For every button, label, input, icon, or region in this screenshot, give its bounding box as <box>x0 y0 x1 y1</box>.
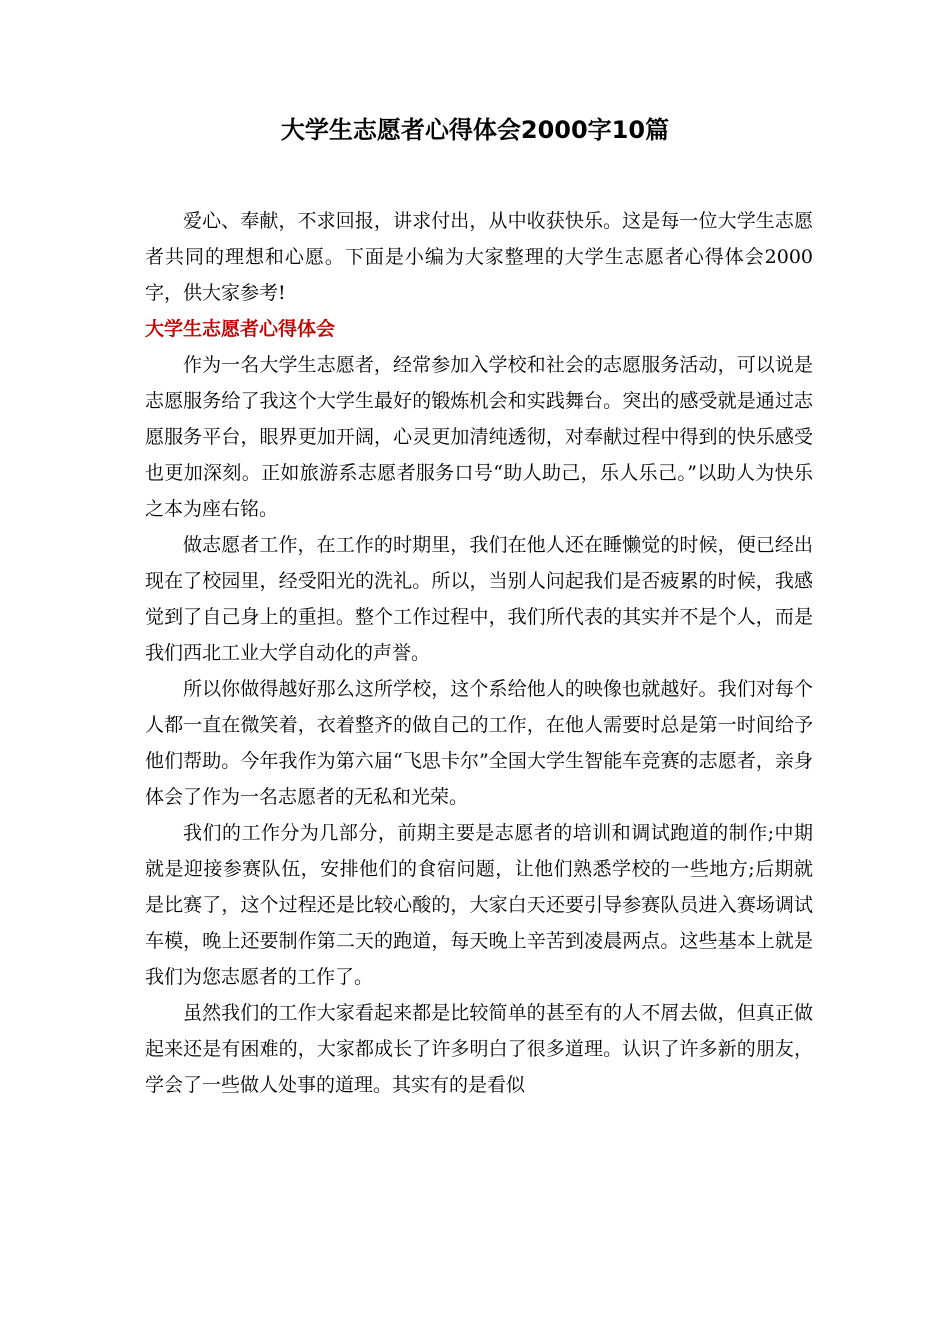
body-paragraph: 虽然我们的工作大家看起来都是比较简单的甚至有的人不屑去做，但真正做起来还是有困难的，大家都成长了许多明白了很多道理。认识了许多新的朋友，学会了一些做人处事的道理。其实有的是看似 <box>145 1002 813 1096</box>
document-title: 大学生志愿者心得体会2000字10篇 <box>280 116 670 144</box>
intro-paragraph: 爱心、奉献，不求回报，讲求付出，从中收获快乐。这是每一位大学生志愿者共同的理想和心愿。下面是小编为大家整理的大学生志愿者心得体会2000字，供大家参考! <box>145 210 813 304</box>
body-paragraph: 所以你做得越好那么这所学校，这个系给他人的映像也就越好。我们对每个人都一直在微笑着，衣着整齐的做自己的工作，在他人需要时总是第一时间给予他们帮助。今年我作为第六届“飞思卡尔”全国大学生智能车竞赛的志愿者，亲身体会了作为一名志愿者的无私和光荣。 <box>145 678 813 808</box>
section-heading: 大学生志愿者心得体会 <box>145 318 336 340</box>
document-body <box>145 203 813 1103</box>
body-paragraph: 我们的工作分为几部分，前期主要是志愿者的培训和调试跑道的制作;中期就是迎接参赛队伍，安排他们的食宿问题，让他们熟悉学校的一些地方;后期就是比赛了，这个过程还是比较心酸的，大家白天还要引导参赛队员进入赛场调试车模，晚上还要制作第二天的跑道，每天晚上辛苦到凌晨两点。这些基本上就是我们为您志愿者的工作了。 <box>145 822 813 988</box>
body-paragraph: 做志愿者工作，在工作的时期里，我们在他人还在睡懒觉的时候，便已经出现在了校园里，经受阳光的洗礼。所以，当别人问起我们是否疲累的时候，我感觉到了自己身上的重担。整个工作过程中，我们所代表的其实并不是个人，而是我们西北工业大学自动化的声誉。 <box>145 534 813 664</box>
body-paragraph: 作为一名大学生志愿者，经常参加入学校和社会的志愿服务活动，可以说是志愿服务给了我这个大学生最好的锻炼机会和实践舞台。突出的感受就是通过志愿服务平台，眼界更加开阔，心灵更加清纯透彻，对奉献过程中得到的快乐感受也更加深刻。正如旅游系志愿者服务口号“助人助己，乐人乐己。”以助人为快乐之本为座右铭。 <box>145 354 813 520</box>
